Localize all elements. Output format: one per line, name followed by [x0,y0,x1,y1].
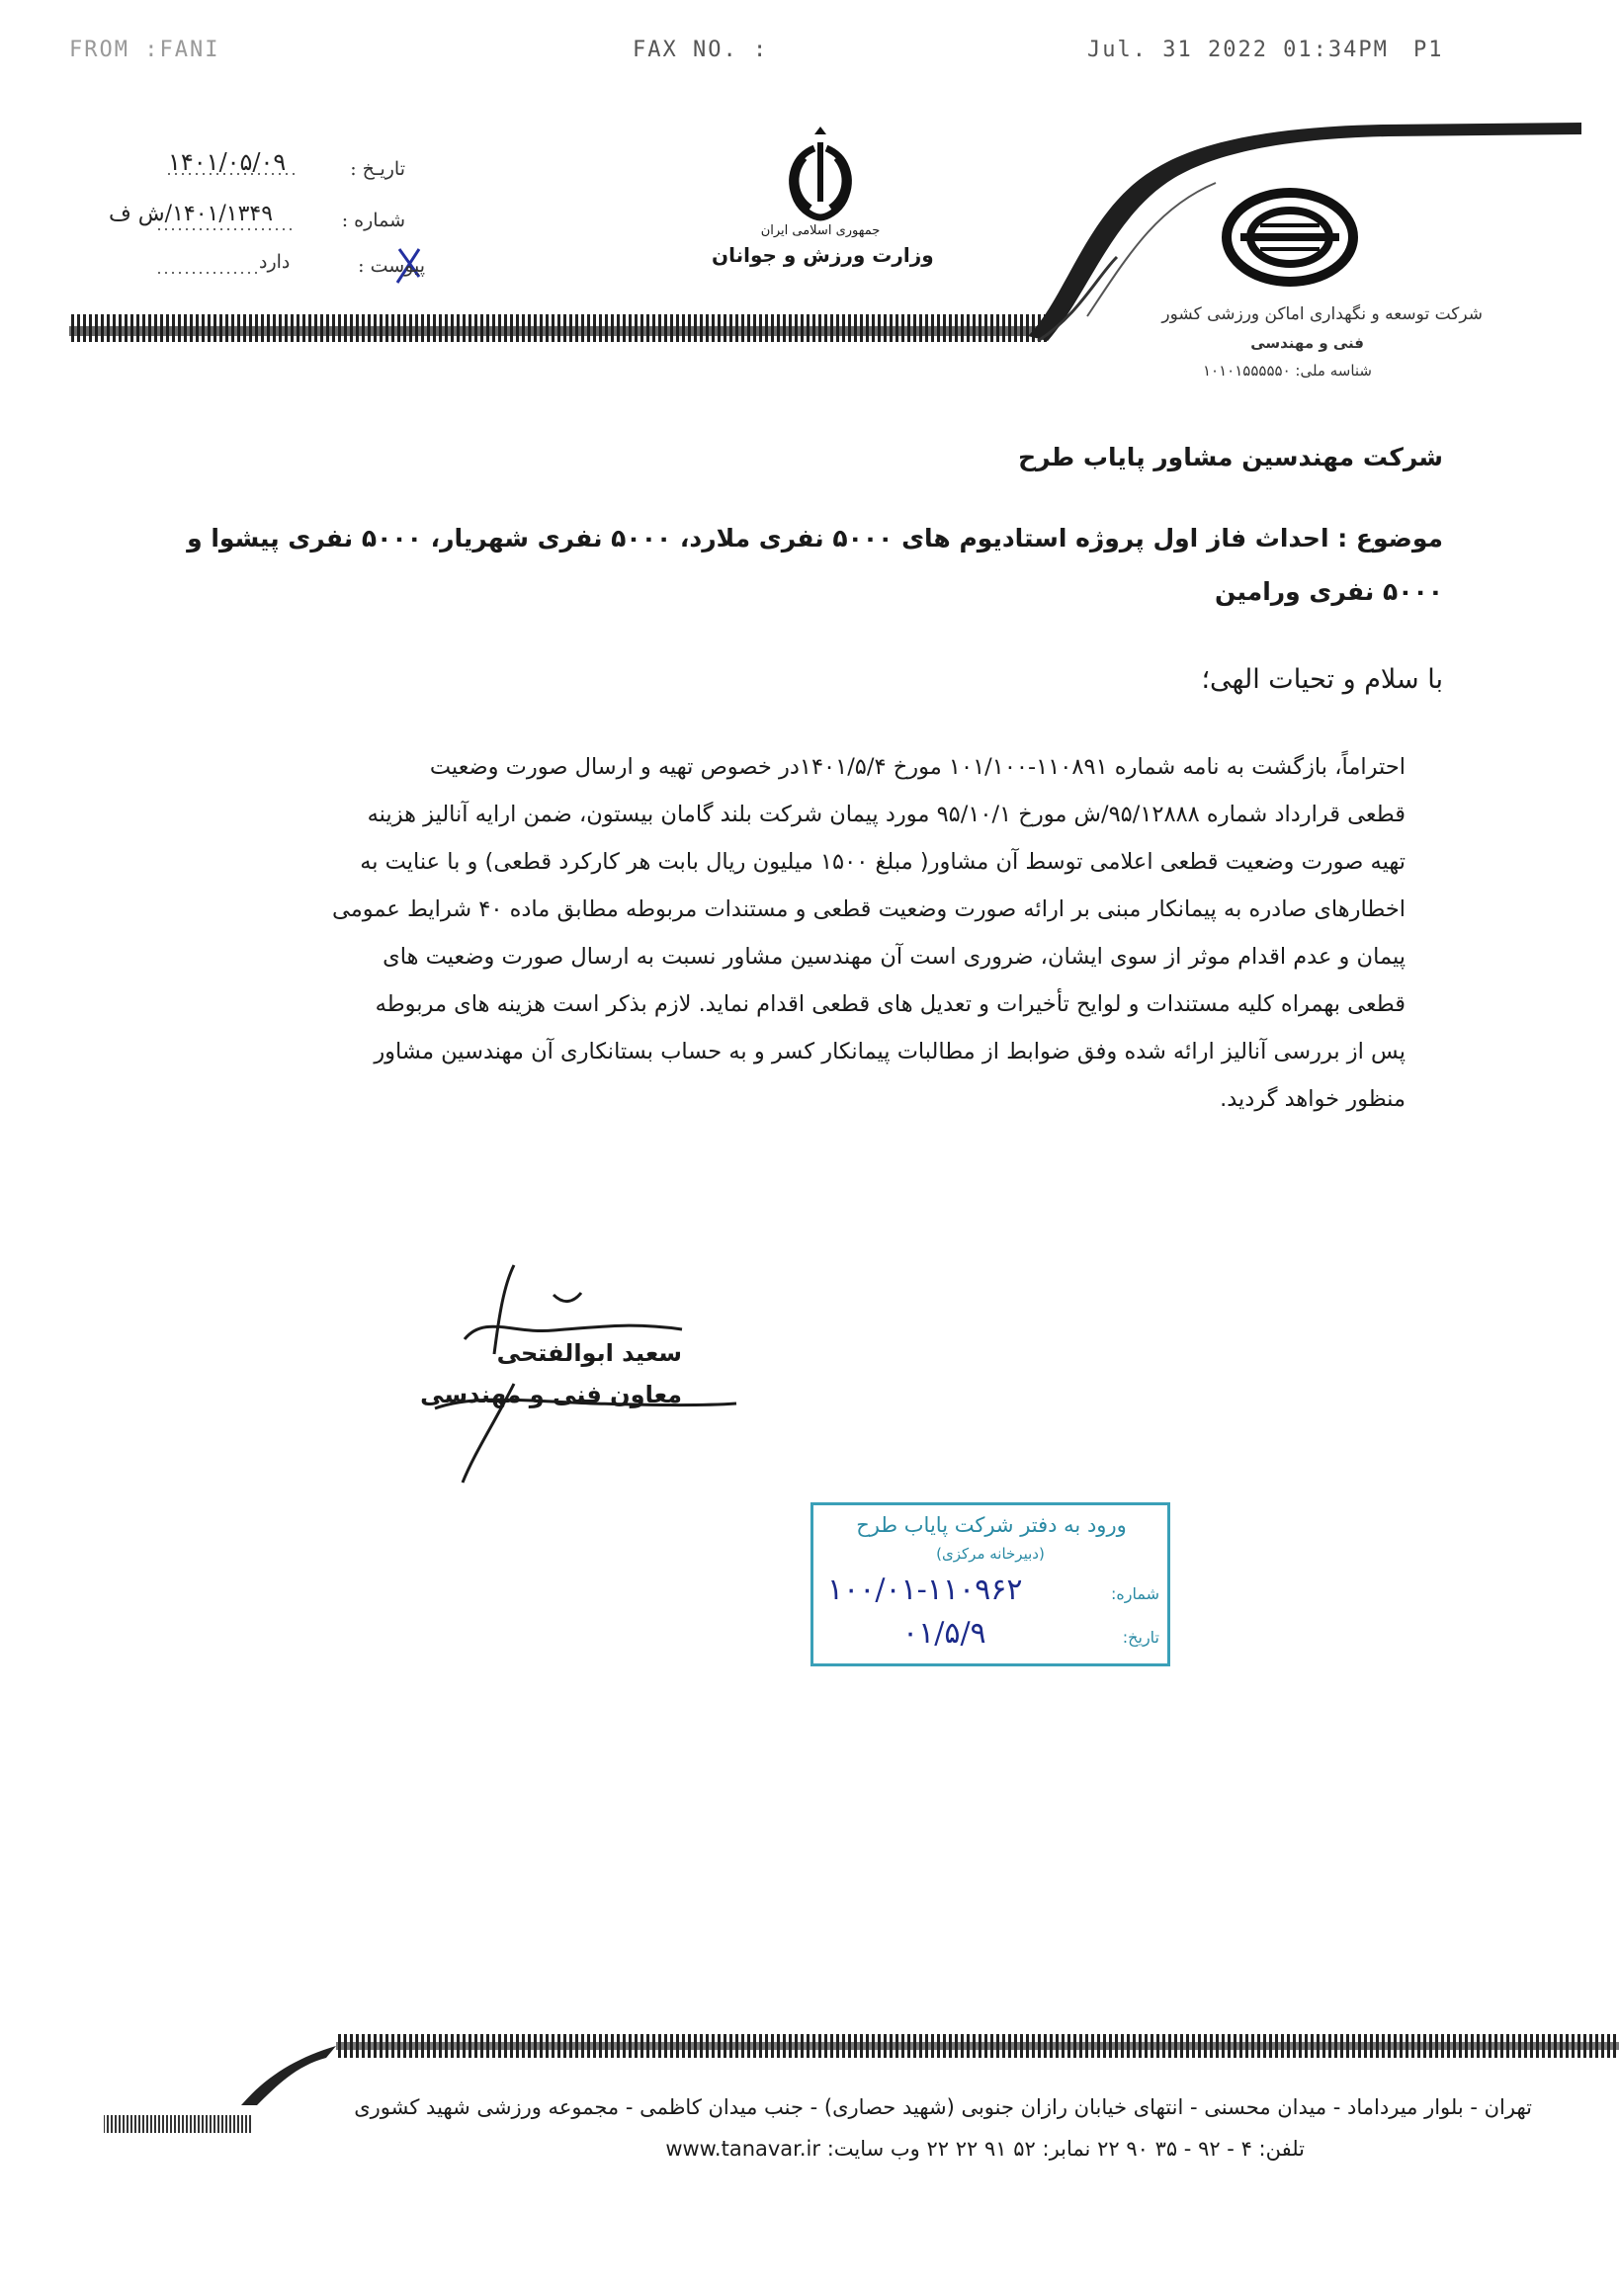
subject-line-1: موضوع : احداث فاز اول پروژه استادیوم های ۵۰۰۰ نفری ملارد، ۵۰۰۰ نفری شهریار، ۵۰۰۰ نفری پیشوا و [187,524,1443,553]
stamp-number-value: ۱۰۰/۰۱-۱۱۰۹۶۲ [827,1573,1023,1607]
fax-number-label: FAX NO. : [633,38,769,62]
greeting: با سلام و تحیات الهی؛ [1201,664,1443,695]
fax-page: P1 [1413,38,1444,62]
number-value: ۱۴۰۱/۱۳۴۹/ش ف [109,202,274,226]
company-logo-icon [1227,193,1353,282]
company-name: شرکت توسعه و نگهداری اماکن ورزشی کشور [1161,304,1483,324]
body-line: تهیه صورت وضعیت قطعی اعلامی توسط آن مشاور( مبلغ ۱۵۰۰ میلیون ریال بابت هر کارکرد قطعی) و با عنایت به [360,849,1406,875]
attachment-label: پیوست : [358,255,425,277]
iran-emblem-icon [793,127,849,217]
signatory-name: سعید ابوالفتحی [496,1339,682,1367]
company-national-id: شناسه ملی: ۱۰۱۰۱۵۵۵۵۵۰ [1203,362,1372,380]
body-line: اخطارهای صادره به پیمانکار مبنی بر ارائه صورت وضعیت قطعی و مستندات مربوطه مطابق ماده ۴۰ شرایط عمومی [331,896,1406,922]
footer-contact: تلفن: ۴ - ۹۲ - ۳۵ ۹۰ ۲۲ نمابر: ۵۲ ۹۱ ۲۲ ۲۲ وب سایت: www.tanavar.ir [665,2137,1305,2161]
body-line: منظور خواهد گردید. [1220,1086,1406,1112]
company-dept: فنی و مهندسی [1250,334,1364,352]
fax-from: FROM :FANI [69,38,220,62]
number-label: شماره : [341,210,405,231]
stamp-date-value: ۰۱/۵/۹ [902,1616,986,1651]
stamp-number-label: شماره: [1110,1584,1159,1603]
letter-body [269,743,1406,1123]
footer-address: تهران - بلوار میرداماد - میدان محسنی - انتهای خیابان رازان جنوبی (شهید حصاری) - جنب میدان کاظمی - مجموعه ورزشی شهید کشوری [354,2095,1532,2119]
stamp-subtitle: (دبیرخانه مرکزی) [936,1545,1045,1563]
body-line: احتراماً، بازگشت به نامه شماره ۱۱۰۸۹۱-۱۰۱/۱۰۰ مورخ ۱۴۰۱/۵/۴در خصوص تهیه و ارسال صورت وضعیت [429,754,1406,780]
body-line: پس از بررسی آنالیز ارائه شده وفق ضوابط از مطالبات پیمانکار کسر و به حساب بستانکاری آن مهندسین مشاور [374,1039,1406,1064]
signatory-title: معاون فنی و مهندسی [420,1381,682,1408]
attachment-value: دارد [259,251,291,273]
date-label: تاریـخ : [350,158,405,180]
stamp-title: ورود به دفتر شرکت پایاب طرح [856,1513,1127,1537]
attachment-mark-text [406,249,407,250]
subject-line-2: ۵۰۰۰ نفری ورامین [1215,577,1443,606]
body-line: پیمان و عدم اقدام موثر از سوی ایشان، ضروری است آن مهندسین مشاور نسبت به ارسال صورت وضعیت های [383,944,1406,970]
date-value: ۱۴۰۱/۰۵/۰۹ [168,148,287,176]
body-line: قطعی بهمراه کلیه مستندات و لوایح تأخیرات و تعدیل های قطعی اقدام نماید. لازم بذکر است هزینه های مربوطه [375,991,1406,1017]
receipt-stamp [810,1502,1170,1666]
signature-scribble [420,1265,736,1483]
stamp-date-label: تاریخ: [1122,1628,1159,1647]
ministry-country: جمهوری اسلامی ایران [760,223,881,238]
ministry-name: وزارت ورزش و جوانان [712,243,934,267]
recipient: شرکت مهندسین مشاور پایاب طرح [1018,443,1443,471]
fax-datetime: Jul. 31 2022 01:34PM [1087,38,1389,62]
body-line: قطعی قرارداد شماره ۹۵/۱۲۸۸۸/ش مورخ ۹۵/۱۰/۱ مورد پیمان شرکت بلند گامان بیستون، ضمن ارایه آنالیز هزینه [367,802,1406,827]
